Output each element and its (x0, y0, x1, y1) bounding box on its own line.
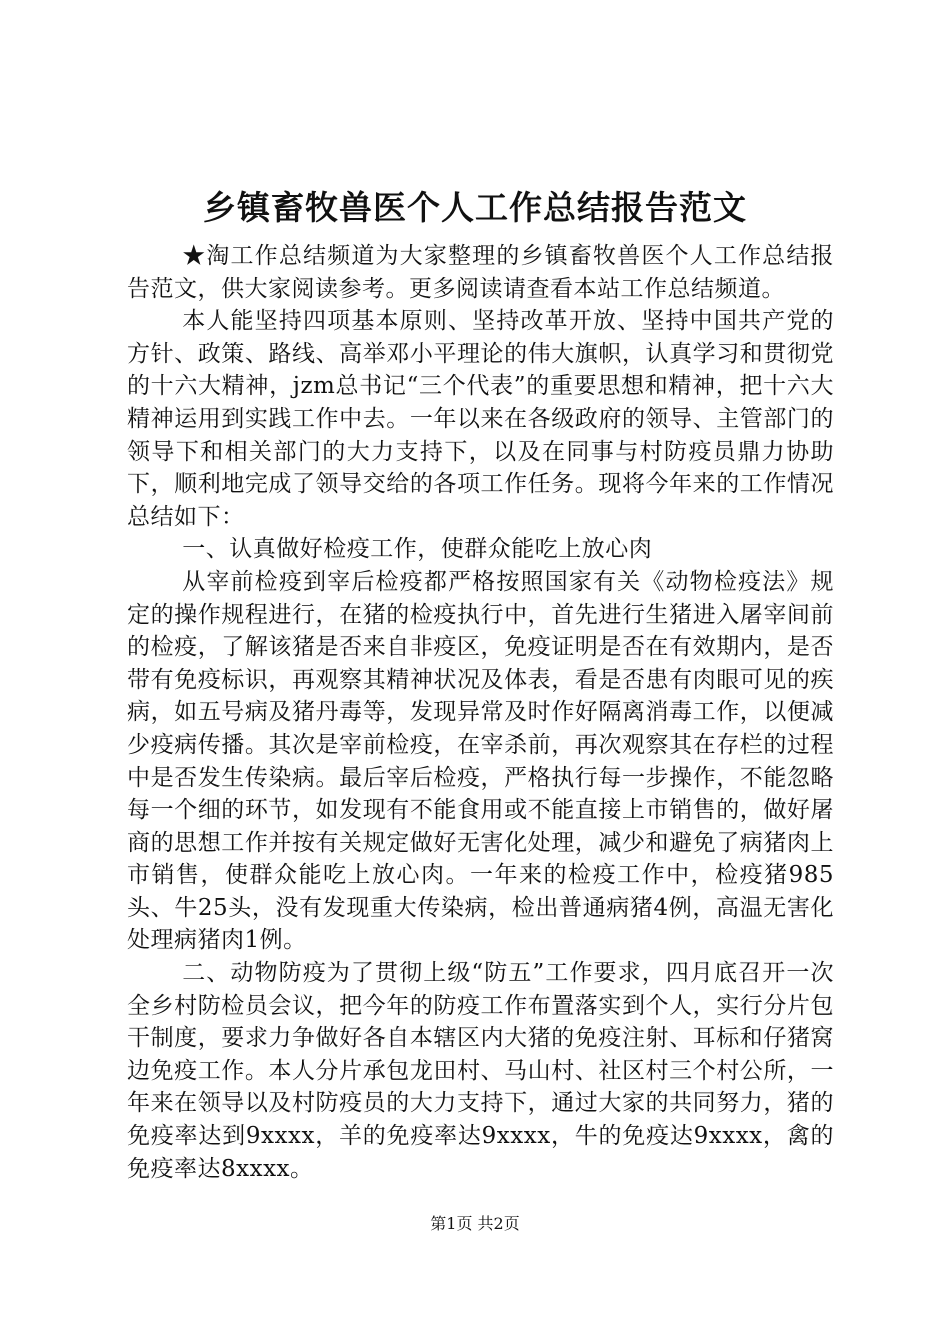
epidemic-prevention-paragraph: 二、动物防疫为了贯彻上级“防五”工作要求，四月底召开一次全乡村防检员会议，把今年的防疫工作布置落实到个人，实行分片包干制度，要求力争做好各自本辖区内大猪的免疫注射、耳标和仔猪窝边免疫工作。本人分片承包龙田村、马山村、社区村三个村公所，一年来在领导以及村防疫员的大力支持下，通过大家的共同努力，猪的免疫率达到9xxxx，羊的免疫率达9xxxx，牛的免疫达9xxxx，禽的免疫率达8xxxx。 (127, 960, 834, 1182)
page-number-footer: 第1页 共2页 (430, 1214, 520, 1233)
quarantine-paragraph: 从宰前检疫到宰后检疫都严格按照国家有关《动物检疫法》规定的操作规程进行，在猪的检疫执行中，首先进行生猪进入屠宰间前的检疫，了解该猪是否来自非疫区，免疫证明是否在有效期内，是否带有免疫标识，再观察其精神状况及体表，看是否患有肉眼可见的疾病，如五号病及猪丹毒等，发现异常及时作好隔离消毒工作，以便减少疫病传播。其次是宰前检疫，在宰杀前，再次观察其在存栏的过程中是否发生传染病。最后宰后检疫，严格执行每一步操作，不能忽略每一个细的环节，如发现有不能食用或不能直接上市销售的，做好屠商的思想工作并按有关规定做好无害化处理，减少和避免了病猪肉上市销售，使群众能吃上放心肉。一年来的检疫工作中，检疫猪985头、牛25头，没有发现重大传染病，检出普通病猪4例，高温无害化处理病猪肉1例。 (127, 568, 834, 954)
section-heading-1: 一、认真做好检疫工作，使群众能吃上放心肉 (182, 536, 653, 563)
document-title: 乡镇畜牧兽医个人工作总结报告范文 (203, 188, 747, 227)
document-body (127, 240, 834, 1185)
intro-paragraph: ★淘工作总结频道为大家整理的乡镇畜牧兽医个人工作总结报告范文，供大家阅读参考。更多阅读请查看本站工作总结频道。 (127, 243, 834, 302)
summary-paragraph: 本人能坚持四项基本原则、坚持改革开放、坚持中国共产党的方针、政策、路线、高举邓小平理论的伟大旗帜，认真学习和贯彻党的十六大精神，jzm总书记“三个代表”的重要思想和精神，把十六大精神运用到实践工作中去。一年以来在各级政府的领导、主管部门的领导下和相关部门的大力支持下，以及在同事与村防疫员鼎力协助下，顺利地完成了领导交给的各项工作任务。现将今年来的工作情况总结如下： (127, 308, 834, 530)
